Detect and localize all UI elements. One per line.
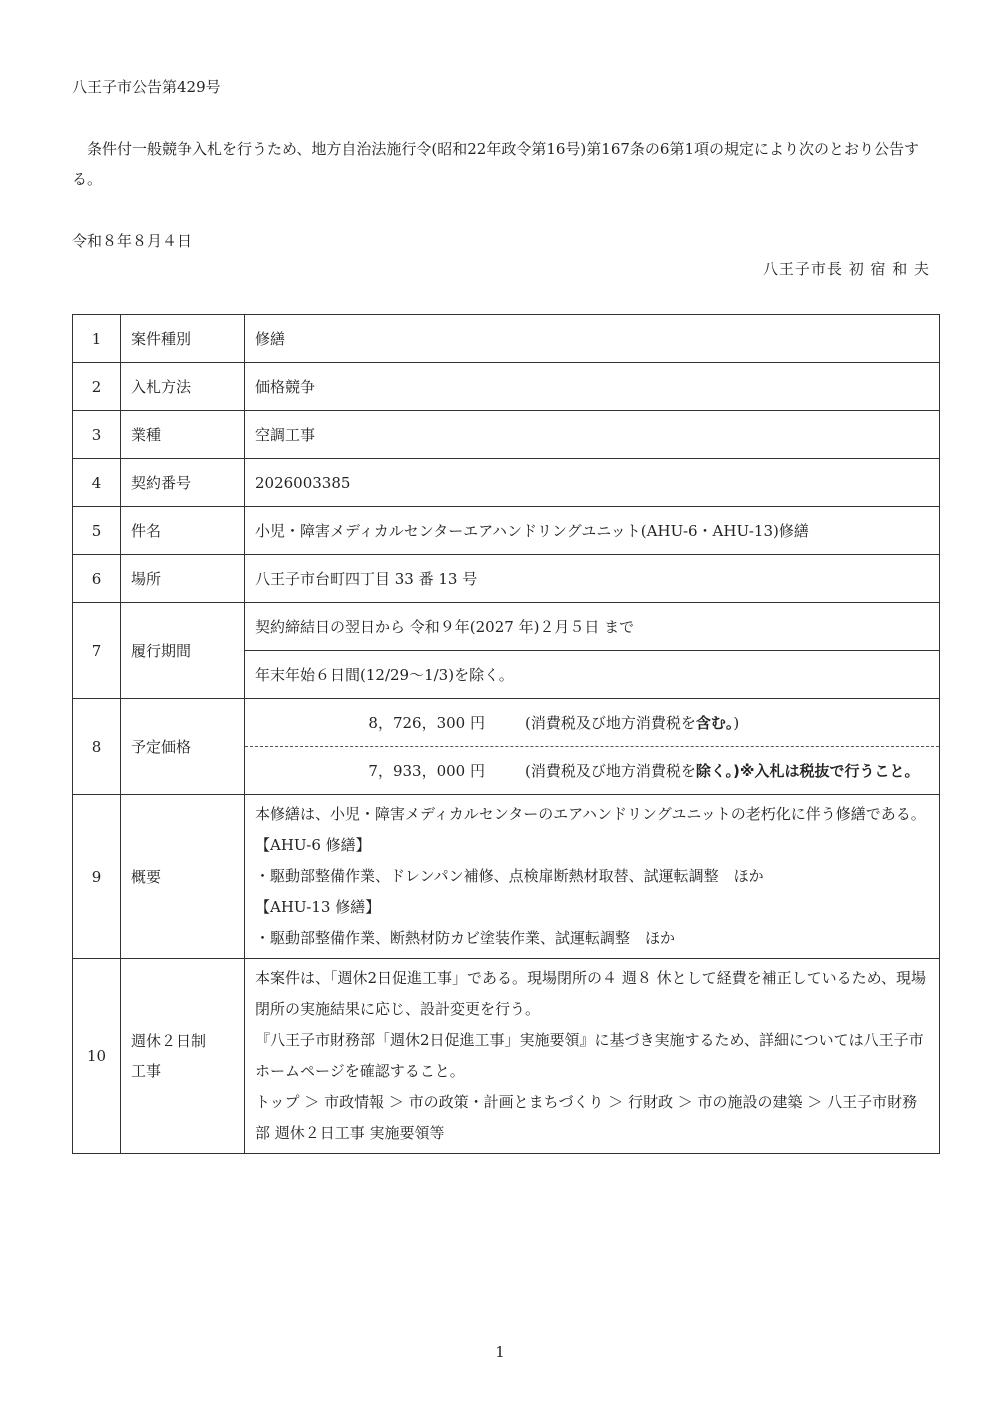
price-excl: [245, 748, 939, 794]
price-excl-cell: [245, 747, 940, 795]
notice-number: 八王子市公告第429号: [72, 78, 221, 96]
row-value: 2026003385: [245, 459, 940, 507]
weekly-holiday-paragraph-2: 『八王子市財務部「週休2日促進工事」実施要領』に基づき実施するため、詳細については八王子市ホームページを確認すること。: [255, 1031, 924, 1080]
row-label: 案件種別: [121, 315, 245, 363]
price-excl-note-prefix: (消費税及び地方消費税を: [525, 762, 696, 780]
summary-line: ・駆動部整備作業、断熱材防カビ塗装作業、試運転調整 ほか: [255, 929, 676, 947]
table-row: [73, 555, 940, 603]
row-value: 修繕: [245, 315, 940, 363]
summary-line: 本修繕は、小児・障害メディカルセンターのエアハンドリングユニットの老朽化に伴う修繕である。: [255, 805, 926, 823]
notice-table: [72, 314, 940, 1154]
weekly-holiday-paragraph-1: 本案件は、「週休2日促進工事」である。現場閉所の４ 週８ 休として経費を補正しているため、現場閉所の実施結果に応じ、設計変更を行う。: [255, 969, 926, 1018]
table-row: [73, 699, 940, 747]
row-label: 予定価格: [121, 699, 245, 795]
row-label: 入札方法: [121, 363, 245, 411]
table-row: [73, 315, 940, 363]
price-incl-note: [513, 700, 939, 746]
row-number: 3: [73, 411, 121, 459]
intro-paragraph: 条件付一般競争入札を行うため、地方自治法施行令(昭和22年政令第16号)第167条の6第1項の規定により次のとおり公告する。: [72, 140, 920, 188]
row-value: 小児・障害メディカルセンターエアハンドリングユニット(AHU-6・AHU-13)修繕: [245, 507, 940, 555]
notice-date: 令和８年８月４日: [72, 232, 193, 250]
table-row: [73, 459, 940, 507]
table-row: [73, 795, 940, 959]
row-label-line-2: 工事: [131, 1062, 162, 1080]
period-line-2: 年末年始６日間(12/29～1/3)を除く。: [245, 651, 940, 699]
period-line-1: 契約締結日の翌日から 令和９年(2027 年)２月５日 まで: [245, 603, 940, 651]
row-number: 7: [73, 603, 121, 699]
table-row: [73, 411, 940, 459]
price-incl: [245, 700, 939, 746]
row-label: 場所: [121, 555, 245, 603]
summary-line: 【AHU-6 修繕】: [255, 836, 371, 854]
price-excl-amount: 7，933，000 円: [368, 762, 485, 780]
table-row: [73, 603, 940, 651]
row-number: 5: [73, 507, 121, 555]
row-label: 業種: [121, 411, 245, 459]
row-label-line-1: 週休２日制: [131, 1032, 207, 1050]
row-label: [121, 959, 245, 1154]
price-excl-note-bold: 除く。)※入札は税抜で行うこと。: [695, 762, 920, 780]
price-incl-note-bold: 含む。: [695, 714, 734, 732]
row-label: 概要: [121, 795, 245, 959]
price-excl-note: [513, 748, 939, 794]
price-incl-note-suffix: ): [733, 714, 740, 732]
table-row: [73, 507, 940, 555]
summary-cell: [245, 795, 940, 959]
weekly-holiday-breadcrumb: トップ ＞ 市政情報 ＞ 市の政策・計画とまちづくり ＞ 行財政 ＞ 市の施設の建築 ＞ 八王子市財務部 週休２日工事 実施要領等: [255, 1093, 918, 1142]
row-value: 空調工事: [245, 411, 940, 459]
price-incl-amount: 8，726，300 円: [368, 714, 485, 732]
summary-line: ・駆動部整備作業、ドレンパン補修、点検扉断熱材取替、試運転調整 ほか: [255, 867, 764, 885]
row-label: 履行期間: [121, 603, 245, 699]
table-row: [73, 959, 940, 1154]
row-number: 10: [73, 959, 121, 1154]
row-number: 1: [73, 315, 121, 363]
summary-line: 【AHU-13 修繕】: [255, 898, 381, 916]
row-value: 価格競争: [245, 363, 940, 411]
row-value: 八王子市台町四丁目 33 番 13 号: [245, 555, 940, 603]
row-label: 契約番号: [121, 459, 245, 507]
row-label: 件名: [121, 507, 245, 555]
row-number: 2: [73, 363, 121, 411]
price-incl-note-prefix: (消費税及び地方消費税を: [525, 714, 696, 732]
row-number: 4: [73, 459, 121, 507]
price-incl-cell: [245, 699, 940, 747]
row-number: 9: [73, 795, 121, 959]
row-number: 6: [73, 555, 121, 603]
weekly-holiday-cell: [245, 959, 940, 1154]
page-number: 1: [495, 1343, 505, 1361]
row-number: 8: [73, 699, 121, 795]
table-row: [73, 363, 940, 411]
issuer: 八王子市長 初 宿 和 夫: [762, 260, 930, 278]
